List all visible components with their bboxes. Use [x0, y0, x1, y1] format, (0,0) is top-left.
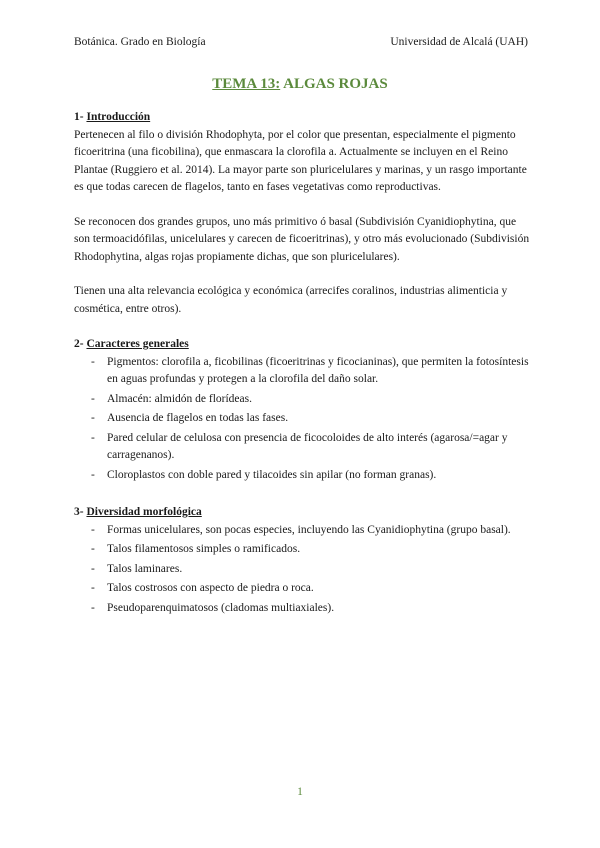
- page-title: [0, 76, 600, 93]
- header-course: Botánica. Grado en Biología: [74, 36, 206, 48]
- page-header: [74, 36, 528, 48]
- section-introduccion: [74, 109, 532, 318]
- section-title: Introducción: [86, 111, 151, 123]
- list-item: - Pseudoparenquimatosos (cladomas multiaxiales).: [107, 600, 532, 618]
- bullet-list: [74, 522, 532, 618]
- section-caracteres-generales: [74, 336, 532, 484]
- list-item: - Pared celular de celulosa con presencia de ficocoloides de alto interés (agarosa/=agar y carragenanos).: [107, 430, 532, 465]
- section-title: Diversidad morfológica: [86, 506, 202, 518]
- list-item: - Talos costrosos con aspecto de piedra o roca.: [107, 580, 532, 598]
- list-item: - Cloroplastos con doble pared y tilacoides sin apilar (no forman granas).: [107, 467, 532, 485]
- section-title: Caracteres generales: [86, 338, 189, 350]
- header-university: Universidad de Alcalá (UAH): [390, 36, 528, 48]
- section-number: 2-: [74, 338, 87, 350]
- list-item: - Formas unicelulares, son pocas especies, incluyendo las Cyanidiophytina (grupo basal).: [107, 522, 532, 540]
- section-heading: [74, 504, 532, 522]
- list-item: - Talos filamentosos simples o ramificados.: [107, 541, 532, 559]
- section-diversidad-morfologica: [74, 504, 532, 617]
- section-number: 1-: [74, 111, 87, 123]
- page-number: 1: [297, 786, 303, 798]
- bullet-list: [74, 354, 532, 485]
- section-number: 3-: [74, 506, 87, 518]
- document-body: [74, 109, 532, 619]
- list-item: - Ausencia de flagelos en todas las fases.: [107, 410, 532, 428]
- title-main: ALGAS ROJAS: [280, 76, 388, 92]
- list-item: - Talos laminares.: [107, 561, 532, 579]
- section-heading: [74, 336, 532, 354]
- list-item: - Almacén: almidón de florídeas.: [107, 391, 532, 409]
- section-heading: [74, 109, 532, 127]
- title-prefix: TEMA 13:: [212, 76, 281, 92]
- paragraph: Tienen una alta relevancia ecológica y económica (arrecifes coralinos, industrias alimenticia y cosmética, entre otros).: [74, 285, 508, 315]
- list-item: - Pigmentos: clorofila a, ficobilinas (ficoeritrinas y ficocianinas), que permiten la fotosíntesis en aguas profundas y protegen a la clorofila del daño solar.: [107, 354, 532, 389]
- paragraph: Se reconocen dos grandes grupos, uno más primitivo ó basal (Subdivisión Cyanidiophytina, que son termoacidófilas, unicelulares y carecen de ficoeritrinas), y otro más evolucionado (Subdivisión Rhodophytina, algas rojas propiamente dichas, que son pluricelulares).: [74, 215, 530, 263]
- paragraph: Pertenecen al filo o división Rhodophyta, por el color que presentan, especialmente el pigmento ficoeritrina (una ficobilina), que enmascara la clorofila a. Actualmente se incluyen en el Reino Plantae (Ruggiero et al. 2014). La mayor parte son pluricelulares y marinas, y un rasgo importante es que todas carecen de flagelos, tanto en fases vegetativas como reproductivas.: [74, 128, 527, 193]
